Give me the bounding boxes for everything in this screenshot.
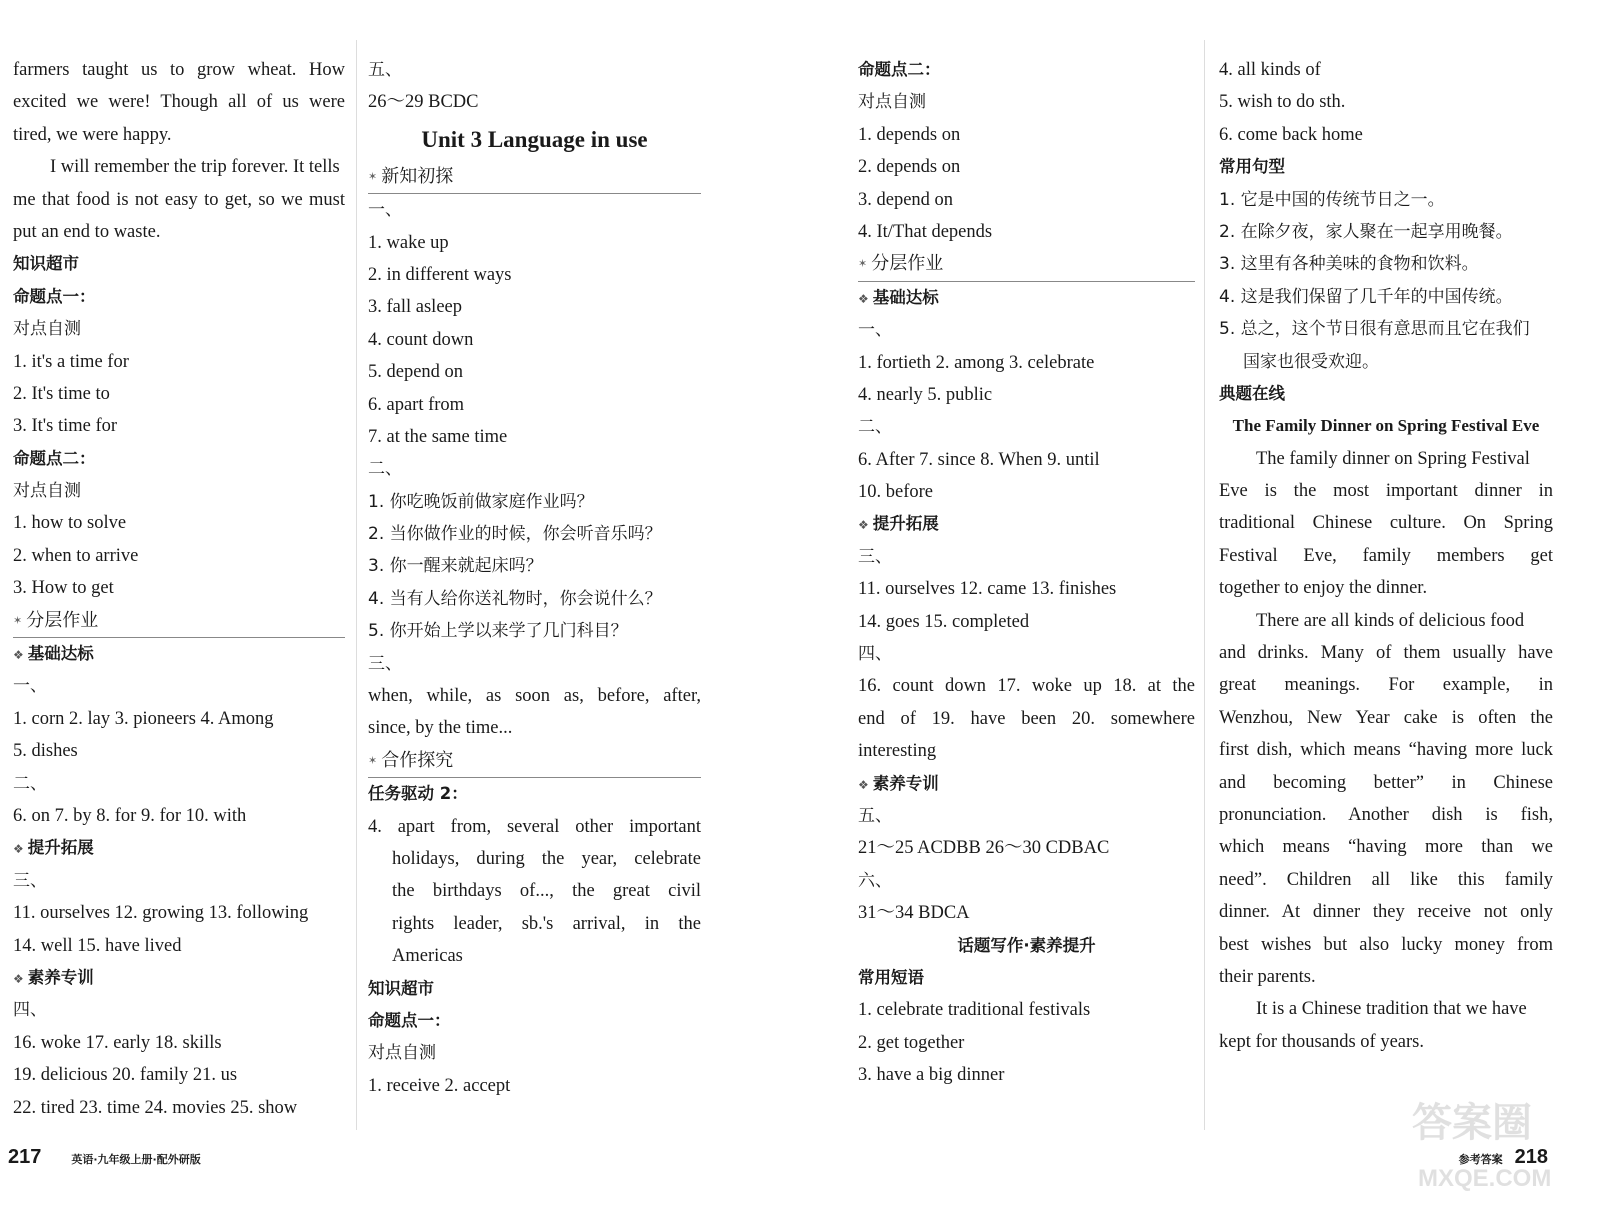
- col2-line: holidays, during the year, celebrate: [392, 848, 701, 869]
- col3-line: 31～34 BDCA: [858, 903, 970, 924]
- col4-line: first dish, which means “having more luck: [1219, 740, 1553, 761]
- col1-line: 1. how to solve: [13, 513, 127, 534]
- col4-line: kept for thousands of years.: [1219, 1031, 1424, 1052]
- col3-line: ❖ 提升拓展: [858, 508, 1195, 540]
- col3-line: 常用短语: [858, 967, 924, 987]
- col3-line: 11. ourselves 12. came 13. finishes: [858, 579, 1117, 600]
- col4-line: 典题在线: [1219, 383, 1285, 403]
- col3-line: 话题写作·素养提升: [957, 935, 1096, 955]
- col2-line: 4. 当有人给你送礼物时，你会说什么？: [368, 588, 662, 609]
- col2-line: ✶ 新知初探: [368, 161, 701, 194]
- col1-line: 对点自测: [13, 319, 81, 340]
- column-divider: [1204, 40, 1205, 1130]
- col1-line: 1. corn 2. lay 3. pioneers 4. Among: [13, 708, 274, 729]
- col2-line: 3. 你一醒来就起床吗？: [368, 556, 543, 577]
- col4-line: dinner. At dinner they receive not only: [1219, 902, 1553, 923]
- col4-line: 常用句型: [1219, 157, 1285, 177]
- col1-line: farmers taught us to grow wheat. How: [13, 60, 345, 80]
- col2-line: 4. count down: [368, 329, 474, 350]
- col1-line: put an end to waste.: [13, 221, 161, 242]
- col3-line: interesting: [858, 741, 937, 762]
- col2-line: when, while, as soon as, before, after,: [368, 686, 701, 707]
- col1-line: 2. when to arrive: [13, 545, 139, 566]
- col2-line: 5. 你开始上学以来学了几门科目？: [368, 621, 628, 642]
- col2-line: since, by the time...: [368, 718, 513, 739]
- watermark-text: 答案圈: [1412, 1100, 1532, 1146]
- col2-line: 任务驱动 2：: [368, 784, 468, 804]
- col4-line: 1. 它是中国的传统节日之一。: [1219, 189, 1445, 210]
- col1-line: 5. dishes: [13, 741, 78, 762]
- col3-line: ❖ 基础达标: [858, 282, 1195, 314]
- col4-line: need”. Children all like this family: [1219, 869, 1553, 890]
- col3-line: 六、: [858, 870, 892, 891]
- col3-line: 四、: [858, 644, 892, 665]
- col1-line: 知识超市: [13, 254, 79, 274]
- col4-line: 5. wish to do sth.: [1219, 92, 1346, 113]
- col1-line: 2. It's time to: [13, 383, 110, 404]
- col1-line: 6. on 7. by 8. for 9. for 10. with: [13, 805, 247, 826]
- col4-line: 3. 这里有各种美味的食物和饮料。: [1219, 254, 1479, 275]
- col4-line: Wenzhou, New Year cake is often the: [1219, 707, 1553, 728]
- col3-line: 3. depend on: [858, 189, 954, 210]
- col2-line: 三、: [368, 653, 402, 674]
- col3-line: 14. goes 15. completed: [858, 611, 1030, 632]
- col4-line: and becoming better” in Chinese: [1219, 772, 1553, 793]
- watermark-url: MXQE.COM: [1418, 1165, 1552, 1192]
- col1-line: 3. How to get: [13, 578, 114, 599]
- col3-line: 3. have a big dinner: [858, 1065, 1005, 1086]
- col1-line: ✶ 分层作业: [13, 605, 345, 638]
- col3-line: 一、: [858, 320, 892, 341]
- col3-line: 21～25 ACDBB 26～30 CDBAC: [858, 838, 1110, 859]
- col2-line: 二、: [368, 459, 402, 480]
- col1-line: excited we were! Though all of us were: [13, 92, 345, 113]
- watermark-logo: [1412, 1088, 1562, 1198]
- col2-line: 6. apart from: [368, 394, 465, 415]
- col1-line: I will remember the trip forever. It tells: [50, 157, 340, 178]
- col2-line: 2. 当你做作业的时候，你会听音乐吗？: [368, 524, 662, 545]
- col1-line: 16. woke 17. early 18. skills: [13, 1032, 222, 1053]
- left-footer: [8, 1142, 201, 1172]
- column-3: [858, 54, 1195, 1092]
- col3-line: 二、: [858, 417, 892, 438]
- col1-line: 22. tired 23. time 24. movies 25. show: [13, 1097, 298, 1118]
- col2-line: the birthdays of..., the great civil: [392, 881, 701, 902]
- col1-line: 四、: [13, 1000, 47, 1021]
- col4-line: great meanings. For example, in: [1219, 675, 1553, 696]
- col2-line: 1. wake up: [368, 232, 449, 253]
- col4-line: best wishes but also lucky money from: [1219, 934, 1553, 955]
- col4-line: The Family Dinner on Spring Festival Eve: [1232, 416, 1540, 436]
- column-2: [368, 54, 701, 1102]
- col1-line: tired, we were happy.: [13, 124, 172, 145]
- col3-line: ❖ 素养专训: [858, 768, 1195, 800]
- col1-line: me that food is not easy to get, so we must: [13, 189, 345, 210]
- col2-line: rights leader, sb.'s arrival, in the: [392, 913, 701, 934]
- col3-line: 1. depends on: [858, 124, 961, 145]
- col2-line: 26～29 BCDC: [368, 92, 479, 113]
- col3-line: 对点自测: [858, 92, 926, 113]
- col3-line: 1. fortieth 2. among 3. celebrate: [858, 352, 1095, 373]
- col3-line: 2. get together: [858, 1032, 965, 1053]
- col2-line: 1. receive 2. accept: [368, 1075, 511, 1096]
- col2-line: Unit 3 Language in use: [421, 126, 648, 152]
- col1-line: 11. ourselves 12. growing 13. following: [13, 903, 309, 924]
- col4-line: and drinks. Many of them usually have: [1219, 643, 1553, 664]
- right-footer-text: 参考答案: [1458, 1153, 1503, 1166]
- col2-line: 命题点一：: [368, 1010, 451, 1030]
- col3-line: 2. depends on: [858, 157, 961, 178]
- col1-line: ❖ 素养专训: [13, 962, 345, 994]
- col2-line: 知识超市: [368, 978, 434, 998]
- left-page-number: 217: [8, 1146, 42, 1168]
- col3-line: 10. before: [858, 482, 933, 503]
- col1-line: 14. well 15. have lived: [13, 935, 182, 956]
- right-page-number: 218: [1514, 1146, 1548, 1168]
- col4-line: 4. 这是我们保留了几千年的中国传统。: [1219, 286, 1513, 307]
- col3-line: 五、: [858, 805, 892, 826]
- col1-line: 19. delicious 20. family 21. us: [13, 1065, 238, 1086]
- col2-line: 一、: [368, 200, 402, 221]
- col4-line: There are all kinds of delicious food: [1256, 610, 1525, 631]
- col2-line: 7. at the same time: [368, 426, 508, 447]
- col4-line: their parents.: [1219, 966, 1316, 987]
- col4-line: 2. 在除夕夜，家人聚在一起享用晚餐。: [1219, 221, 1513, 242]
- col1-line: 二、: [13, 773, 47, 794]
- col2-line: Americas: [392, 946, 463, 967]
- col4-line: together to enjoy the dinner.: [1219, 578, 1428, 599]
- col4-line: 5. 总之，这个节日很有意思而且它在我们: [1219, 319, 1530, 340]
- col3-line: 三、: [858, 546, 892, 567]
- column-1: [13, 54, 345, 1124]
- col4-line: which means “having more than we: [1219, 837, 1553, 858]
- col3-line: 1. celebrate traditional festivals: [858, 1000, 1091, 1021]
- col2-line: 2. in different ways: [368, 264, 512, 285]
- col2-line: ✶ 合作探究: [368, 745, 701, 778]
- col2-line: 1. 你吃晚饭前做家庭作业吗？: [368, 491, 594, 512]
- col4-line: Festival Eve, family members get: [1219, 545, 1553, 566]
- col3-line: ✶ 分层作业: [858, 248, 1195, 281]
- col1-line: 命题点一：: [13, 286, 96, 306]
- col2-line: 5. depend on: [368, 362, 464, 383]
- col1-line: ❖ 基础达标: [13, 638, 345, 670]
- column-4: [1219, 54, 1553, 1058]
- col4-line: Eve is the most important dinner in: [1219, 481, 1553, 502]
- col4-line: pronunciation. Another dish is fish,: [1219, 804, 1553, 825]
- left-footer-text: 英语·九年级上册·配外研版: [71, 1153, 201, 1166]
- column-divider: [356, 40, 357, 1130]
- col1-line: 命题点二：: [13, 448, 96, 468]
- col4-line: It is a Chinese tradition that we have: [1256, 999, 1527, 1020]
- col2-line: 五、: [368, 60, 402, 80]
- col3-line: 16. count down 17. woke up 18. at the: [858, 676, 1195, 697]
- col2-line: 4. apart from, several other important: [368, 816, 701, 837]
- col2-line: 3. fall asleep: [368, 297, 462, 318]
- col4-line: 国家也很受欢迎。: [1243, 351, 1379, 372]
- col2-line: 对点自测: [368, 1043, 436, 1064]
- col1-line: 3. It's time for: [13, 416, 118, 437]
- col3-line: end of 19. have been 20. somewhere: [858, 708, 1195, 729]
- col3-line: 4. nearly 5. public: [858, 384, 993, 405]
- col4-line: 4. all kinds of: [1219, 60, 1321, 80]
- col1-line: 对点自测: [13, 481, 81, 502]
- col1-line: 一、: [13, 676, 47, 697]
- col4-line: traditional Chinese culture. On Spring: [1219, 513, 1553, 534]
- col4-line: The family dinner on Spring Festival: [1256, 448, 1530, 469]
- col4-line: 6. come back home: [1219, 124, 1363, 145]
- col3-line: 命题点二：: [858, 60, 941, 79]
- col3-line: 4. It/That depends: [858, 221, 993, 242]
- col3-line: 6. After 7. since 8. When 9. until: [858, 449, 1100, 470]
- col1-line: 三、: [13, 870, 47, 891]
- col1-line: 1. it's a time for: [13, 351, 129, 372]
- col1-line: ❖ 提升拓展: [13, 832, 345, 864]
